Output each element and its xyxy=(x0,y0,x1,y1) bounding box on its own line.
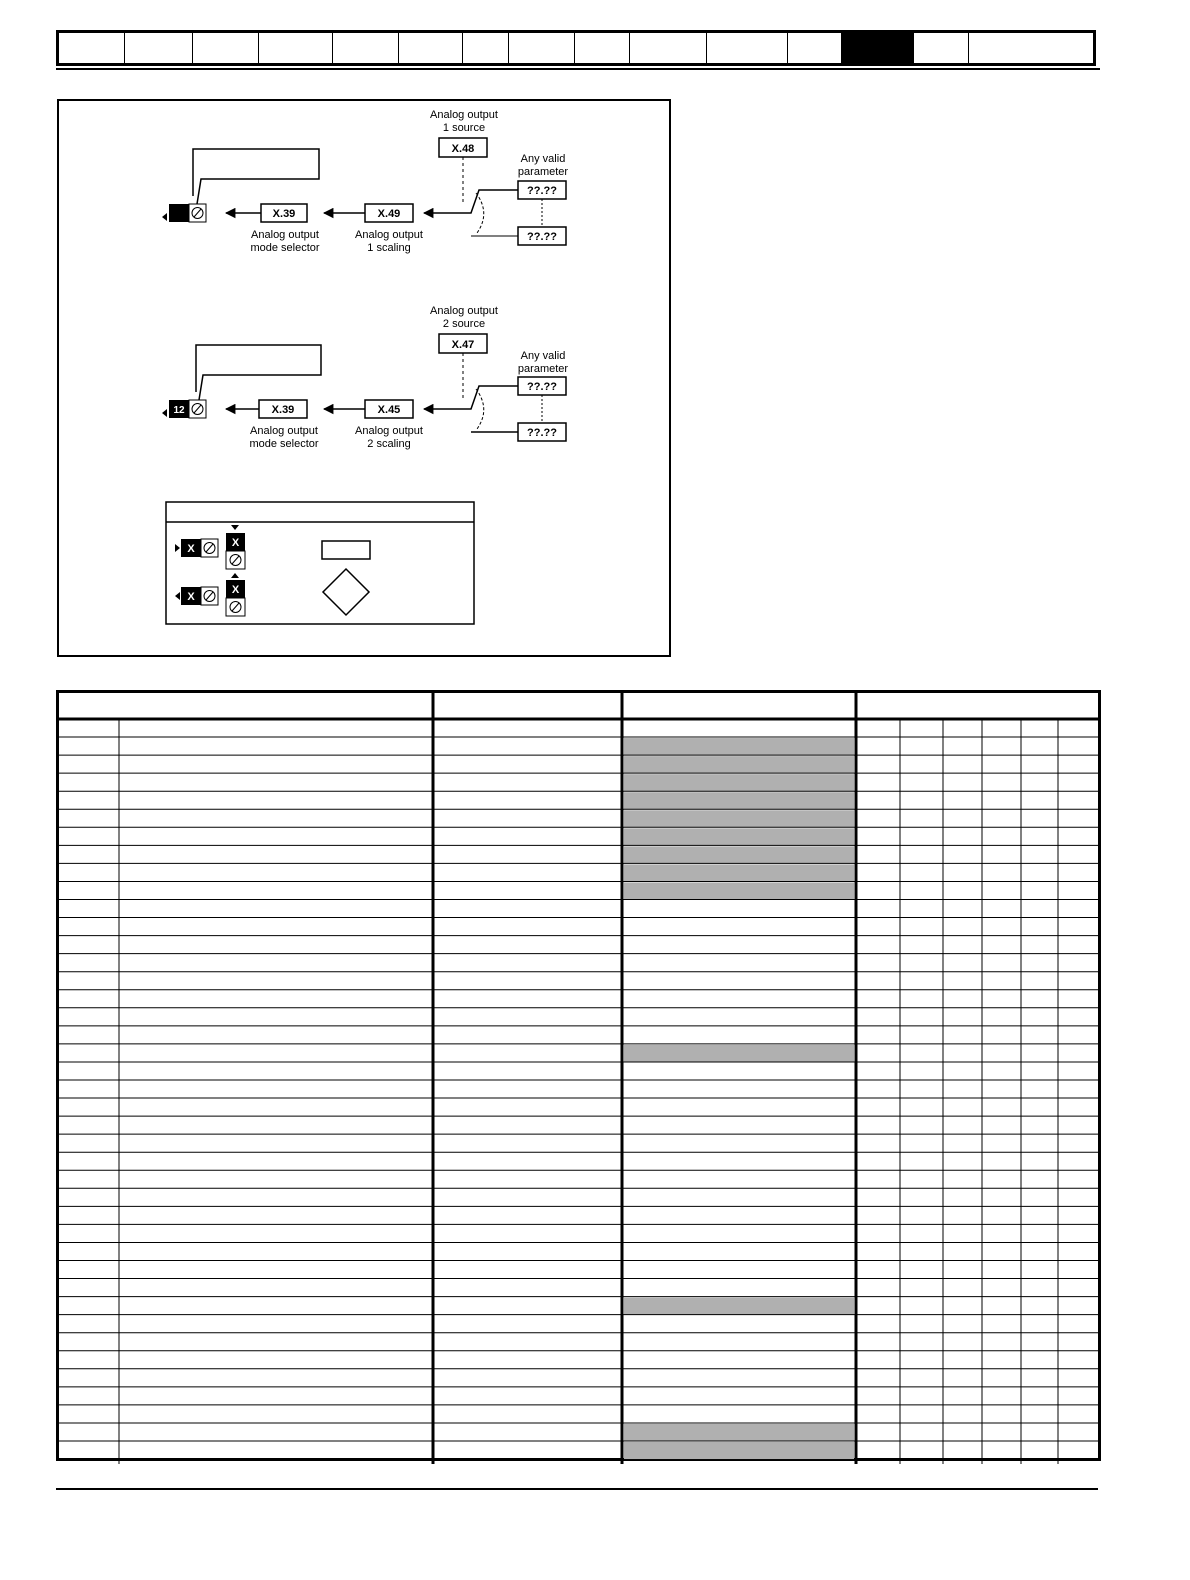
footer-rule xyxy=(56,1488,1098,1490)
shaded-cell xyxy=(624,1424,854,1441)
shaded-cell xyxy=(624,828,854,845)
output1-valid-label-2: parameter xyxy=(517,166,569,178)
header-tab-bar xyxy=(56,30,1096,66)
analog-output-diagram xyxy=(57,99,671,657)
output2-mode-label-1: Analog output xyxy=(250,425,318,437)
output2-callout-box xyxy=(196,345,321,400)
key-output-box-terminal-label: X xyxy=(231,584,240,596)
output2-scaling-label-2: 2 scaling xyxy=(367,438,411,450)
shaded-cell xyxy=(624,738,854,755)
output2-terminal-number: 12 xyxy=(173,405,185,416)
output2-dest-b: ??.?? xyxy=(527,427,557,439)
header-tab-12[interactable] xyxy=(788,33,842,63)
key-input-terminal-label: X xyxy=(187,543,195,555)
output2-terminal-arrow xyxy=(162,409,167,417)
analog-output-2-block xyxy=(162,305,568,450)
shaded-cell xyxy=(624,774,854,791)
output1-source-label-1: Analog output xyxy=(430,109,498,121)
parameter-table-grid xyxy=(59,693,1104,1464)
output1-valid-label-1: Any valid xyxy=(520,153,566,165)
output2-valid-label-1: Any valid xyxy=(520,350,566,362)
header-tab-9[interactable] xyxy=(575,33,630,63)
header-tab-11[interactable] xyxy=(707,33,788,63)
header-tab-3[interactable] xyxy=(193,33,259,63)
output1-mode-param: X.39 xyxy=(272,208,296,220)
analog-output-1-block xyxy=(162,109,568,254)
key-frame xyxy=(166,502,474,624)
output1-source-label-2: 1 source xyxy=(442,122,486,134)
output2-dest-a: ??.?? xyxy=(527,381,557,393)
output1-terminal-arrow xyxy=(162,213,167,221)
shaded-cell xyxy=(624,756,854,773)
output2-source-label-1: Analog output xyxy=(430,305,498,317)
shaded-cell xyxy=(624,810,854,827)
output1-dest-a: ??.?? xyxy=(527,185,557,197)
output2-scaling-param: X.45 xyxy=(377,404,401,416)
output1-mode-label-2: mode selector xyxy=(250,242,320,254)
output1-scaling-label-2: 1 scaling xyxy=(367,242,411,254)
header-tab-2[interactable] xyxy=(125,33,193,63)
shaded-cell xyxy=(624,846,854,863)
output1-callout-box xyxy=(193,149,319,204)
output1-dest-b: ??.?? xyxy=(527,231,557,243)
header-tab-5[interactable] xyxy=(333,33,399,63)
output1-scaling-param: X.49 xyxy=(377,208,401,220)
header-tab-6[interactable] xyxy=(399,33,463,63)
output2-mode-param: X.39 xyxy=(271,404,295,416)
shaded-cell xyxy=(624,792,854,809)
output2-valid-label-2: parameter xyxy=(517,363,569,375)
header-tab-10[interactable] xyxy=(630,33,707,63)
parameter-table xyxy=(56,690,1101,1461)
header-tab-13-active[interactable] xyxy=(842,33,914,63)
shaded-cell xyxy=(624,882,854,899)
output1-selector-arc xyxy=(476,193,484,233)
shaded-cell xyxy=(624,864,854,881)
output1-scaling-label-1: Analog output xyxy=(355,229,423,241)
header-tab-15[interactable] xyxy=(969,33,1037,63)
output1-terminal-block xyxy=(169,204,189,222)
header-tab-8[interactable] xyxy=(509,33,575,63)
output2-selector-switch xyxy=(461,386,518,409)
shaded-cell xyxy=(624,1045,854,1062)
header-rule xyxy=(56,68,1100,70)
header-tab-7[interactable] xyxy=(463,33,509,63)
output2-source-label-2: 2 source xyxy=(442,318,486,330)
header-tab-4[interactable] xyxy=(259,33,333,63)
diagram-canvas xyxy=(59,101,673,659)
key-rw-parameter-symbol xyxy=(322,541,370,559)
key-input-box-terminal-label: X xyxy=(231,537,240,549)
output2-scaling-label-1: Analog output xyxy=(355,425,423,437)
output1-mode-label-1: Analog output xyxy=(251,229,319,241)
output1-source-param: X.48 xyxy=(451,143,475,155)
header-tab-14[interactable] xyxy=(914,33,969,63)
key-output-terminal-label: X xyxy=(187,591,195,603)
output2-selector-arc xyxy=(476,389,484,429)
header-tab-1[interactable] xyxy=(59,33,125,63)
output2-source-param: X.47 xyxy=(451,339,475,351)
output1-selector-switch xyxy=(461,190,518,213)
output2-mode-label-2: mode selector xyxy=(249,438,319,450)
diagram-key xyxy=(166,502,474,624)
shaded-cell xyxy=(624,1442,854,1459)
shaded-cell xyxy=(624,1298,854,1315)
